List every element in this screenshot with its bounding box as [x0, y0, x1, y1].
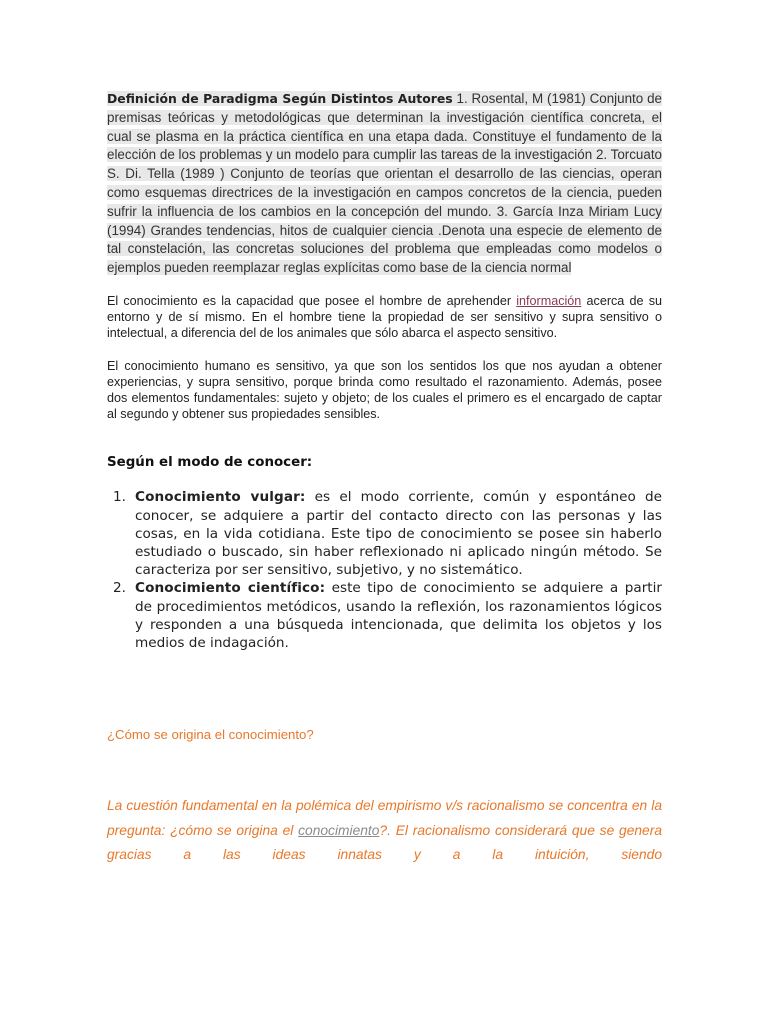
empiricism-text-end: ?. El racionalismo considerará que se genera gracias a las ideas innatas y a la intuición, siendo	[107, 822, 662, 863]
highlighted-block	[107, 91, 662, 275]
document-page	[107, 90, 662, 867]
knowledge-text-start: El conocimiento es la capacidad que posee el hombre de aprehender	[107, 293, 517, 308]
empiricism-text-start: La cuestión fundamental en la polémica del empirismo v/s racionalismo se concentra en la pregunta: ¿cómo se origina el	[107, 798, 662, 838]
paradigm-definition-paragraph	[107, 90, 662, 278]
empiricism-paragraph	[107, 794, 662, 867]
list-term: Conocimiento científico:	[135, 580, 326, 597]
conocimiento-link[interactable]: conocimiento	[298, 822, 380, 838]
list-item	[107, 579, 662, 652]
list-term: Conocimiento vulgar:	[135, 489, 306, 506]
knowledge-definition-paragraph	[107, 293, 662, 342]
list-item	[107, 488, 662, 579]
paradigm-body: 1. Rosental, M (1981) Conjunto de premisas teóricas y metodológicas que determinan la investigación científica concreta, el cual se plasma en la práctica científica en una etapa dada. Constituye el fundamento de la elección de los problemas y un modelo para cumplir las tareas de la investigación 2. Torcuato S. Di. Tella (1989 ) Conjunto de teorías que orientan el desarrollo de las ciencias, operan como esquemas directrices de la investigación en campos concretos de la ciencia, pueden sufrir la influencia de los cambios en la concepción del mundo. 3. García Inza Miriam Lucy (1994) Grandes tendencias, hitos de cualquier ciencia .Denota una especie de elemento de tal constelación, las concretas soluciones del problema que empleadas como modelos o ejemplos pueden reemplazar reglas explícitas como base de la ciencia normal	[107, 91, 662, 276]
knowledge-types-list	[107, 488, 662, 652]
list-text: este tipo de conocimiento se adquiere a partir de procedimientos metódicos, usando la reflexión, los razonamientos lógicos y responden a una búsqueda intencionada, que delimita los objetos y los medios de indagación.	[135, 580, 662, 652]
origin-question: ¿Cómo se origina el conocimiento?	[107, 727, 314, 743]
knowledge-text-end: acerca de su entorno y de sí mismo. En el hombre tiene la propiedad de ser sensitivo y supra sensitivo o intelectual, a diferencia del de los animales que sólo abarca el aspecto sensitivo.	[107, 293, 662, 341]
paradigm-heading: Definición de Paradigma Según Distintos Autores	[107, 91, 453, 106]
modo-conocer-heading: Según el modo de conocer:	[107, 455, 313, 471]
list-text: es el modo corriente, común y espontáneo de conocer, se adquiere a partir del contacto directo con las personas y las cosas, en la vida cotidiana. Este tipo de conocimiento se posee sin haberlo estudiado o buscado, sin haber reflexionado ni aplicado ningún método. Se caracteriza por ser sensitivo, subjetivo, y no sistemático.	[135, 489, 662, 579]
list-number: 2.	[113, 580, 126, 597]
sensitive-knowledge-paragraph: El conocimiento humano es sensitivo, ya que son los sentidos los que nos ayudan a obtener experiencias, y supra sensitivo, porque brinda como resultado el razonamiento. Además, posee dos elementos fundamentales: sujeto y objeto; de los cuales el primero es el encargado de captar al segundo y obtener sus propiedades sensibles.	[107, 358, 662, 422]
list-number: 1.	[113, 489, 126, 506]
informacion-link[interactable]: información	[516, 293, 582, 308]
